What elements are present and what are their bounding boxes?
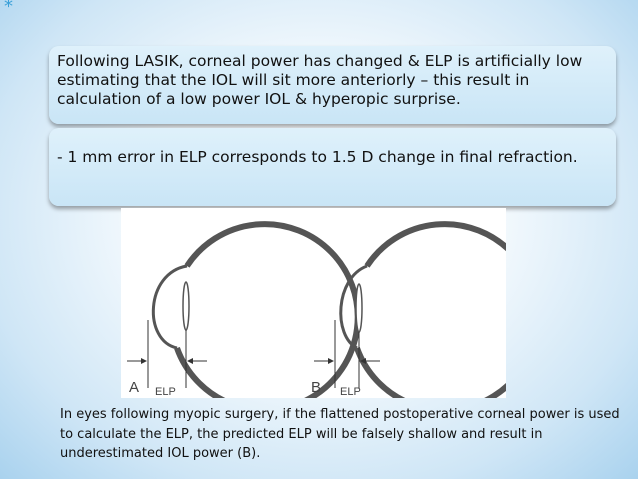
elp-label-b: ELP xyxy=(340,386,361,398)
eye-a-globe xyxy=(177,224,358,398)
eye-b-arrowhead-left xyxy=(328,358,334,364)
corner-star-icon: * xyxy=(4,0,13,17)
label-b: B xyxy=(311,379,322,396)
eye-b-globe xyxy=(357,224,506,398)
label-a: A xyxy=(129,379,140,396)
eye-b-lens xyxy=(356,284,362,332)
box2-text: - 1 mm error in ELP corresponds to 1.5 D change in final refraction. xyxy=(57,148,578,166)
figure-caption: In eyes following myopic surgery, if the flattened postoperative corneal power is used to calculate the ELP, the predicted ELP will be falsely shallow and result in underestimated IOL power (B). xyxy=(60,407,620,461)
eye-a-arrowhead-right xyxy=(187,358,193,364)
text-box-elp-error xyxy=(49,128,616,206)
eye-a-cornea xyxy=(153,266,187,348)
text-box-lasik xyxy=(49,46,616,124)
box1-text: Following LASIK, corneal power has changed & ELP is artificially low estimating that the IOL will sit more anteriorly – this result in calculation of a low power IOL & hyperopic surprise. xyxy=(57,52,583,108)
eye-diagram xyxy=(121,208,506,398)
eye-a-arrowhead-left xyxy=(141,358,147,364)
eye-a xyxy=(127,224,358,398)
eye-a-lens xyxy=(183,282,189,330)
elp-label-a: ELP xyxy=(155,386,176,398)
